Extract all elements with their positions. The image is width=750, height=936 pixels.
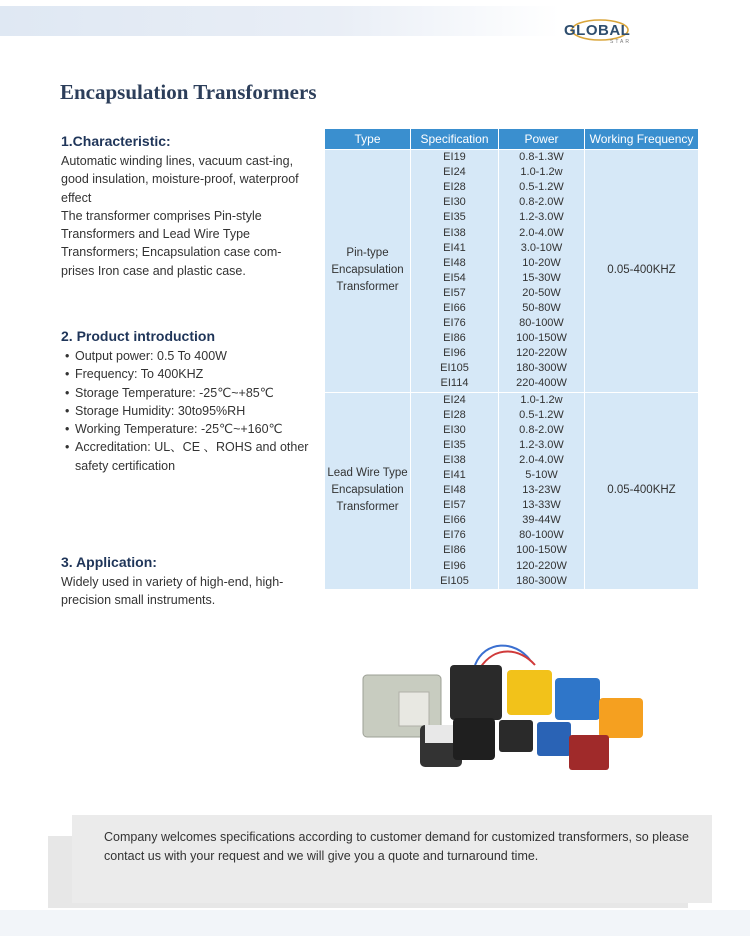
specification-cell: EI19 [411,150,499,166]
application-heading: 3. Application: [61,554,157,570]
table-header-row [325,129,699,150]
specification-cell: EI48 [411,256,499,271]
specification-cell: EI35 [411,438,499,453]
specification-cell: EI41 [411,241,499,256]
power-cell: 0.5-1.2W [499,180,585,195]
spec-table-body [325,150,699,589]
specification-cell: EI57 [411,286,499,301]
logo-text: GLOBAL [564,22,631,39]
power-cell: 50-80W [499,301,585,316]
group-type-cell: Pin-type Encapsulation Transformer [325,150,411,393]
logo-subtext: STAR [610,39,631,45]
specification-cell: EI76 [411,528,499,543]
specification-cell: EI96 [411,559,499,574]
application-text: Widely used in variety of high-end, high-precision small instruments. [61,575,284,608]
specification-cell: EI86 [411,331,499,346]
list-item: • Storage Humidity: 30to95%RH [61,402,311,420]
specification-cell: EI28 [411,408,499,423]
global-star-logo [560,12,650,48]
power-cell: 1.0-1.2w [499,392,585,408]
table-row [325,392,699,408]
power-cell: 100-150W [499,331,585,346]
product-intro-heading: 2. Product introduction [61,328,215,344]
specification-cell: EI48 [411,483,499,498]
power-cell: 1.2-3.0W [499,210,585,225]
specification-cell: EI24 [411,165,499,180]
specification-cell: EI28 [411,180,499,195]
specification-cell: EI38 [411,225,499,240]
frequency-cell: 0.05-400KHZ [585,150,699,393]
spec-table [324,128,699,589]
page-title: Encapsulation Transformers [60,80,317,104]
power-cell: 180-300W [499,574,585,589]
list-item: • Output power: 0.5 To 400W [61,347,311,365]
characteristic-para-1: Automatic winding lines, vacuum cast-ing, good insulation, moisture-proof, waterproof effect [61,154,299,205]
table-row [325,150,699,166]
specification-cell: EI66 [411,301,499,316]
power-cell: 120-220W [499,346,585,361]
list-item: • Accreditation: UL、CE 、ROHS and other safety certification [61,438,311,475]
notice-text: Company welcomes specifications according to customer demand for customized transformers, so please contact us with your request and we will give you a quote and turnaround time. [104,830,689,863]
power-cell: 2.0-4.0W [499,453,585,468]
specification-cell: EI96 [411,346,499,361]
power-cell: 180-300W [499,361,585,376]
specification-cell: EI57 [411,498,499,513]
power-cell: 80-100W [499,316,585,331]
specification-cell: EI66 [411,513,499,528]
power-cell: 5-10W [499,468,585,483]
power-cell: 220-400W [499,376,585,392]
power-cell: 0.8-2.0W [499,195,585,210]
group-type-cell: Lead Wire Type Encapsulation Transformer [325,392,411,589]
power-cell: 2.0-4.0W [499,225,585,240]
power-cell: 13-23W [499,483,585,498]
transformer-products-photo [355,640,655,780]
specification-cell: EI105 [411,361,499,376]
characteristic-para-2: The transformer comprises Pin-style Transformers and Lead Wire Type Transformers; Encapsulation case com-prises Iron case and plastic case. [61,208,282,278]
header-working-frequency: Working Frequency [585,129,699,150]
specification-cell: EI38 [411,453,499,468]
power-cell: 100-150W [499,543,585,558]
power-cell: 0.8-1.3W [499,150,585,166]
power-cell: 10-20W [499,256,585,271]
specification-cell: EI86 [411,543,499,558]
specification-cell: EI24 [411,392,499,408]
specification-cell: EI54 [411,271,499,286]
list-item: • Working Temperature: -25℃~+160℃ [61,420,311,438]
power-cell: 0.8-2.0W [499,423,585,438]
power-cell: 1.0-1.2w [499,165,585,180]
top-decorative-band [0,6,560,36]
header-type: Type [325,129,411,150]
specification-cell: EI41 [411,468,499,483]
product-intro-section [61,327,311,475]
application-section [61,553,311,610]
specification-cell: EI105 [411,574,499,589]
power-cell: 80-100W [499,528,585,543]
specification-cell: EI30 [411,195,499,210]
power-cell: 1.2-3.0W [499,438,585,453]
power-cell: 39-44W [499,513,585,528]
characteristic-heading: 1.Characteristic: [61,133,171,149]
power-cell: 20-50W [499,286,585,301]
bottom-decorative-band [0,910,750,936]
header-specification: Specification [411,129,499,150]
power-cell: 15-30W [499,271,585,286]
power-cell: 0.5-1.2W [499,408,585,423]
list-item: • Storage Temperature: -25℃~+85℃ [61,384,311,402]
specification-cell: EI76 [411,316,499,331]
power-cell: 13-33W [499,498,585,513]
power-cell: 3.0-10W [499,241,585,256]
list-item: • Frequency: To 400KHZ [61,365,311,383]
frequency-cell: 0.05-400KHZ [585,392,699,589]
power-cell: 120-220W [499,559,585,574]
characteristic-section [61,132,311,280]
product-intro-list [61,347,311,475]
header-power: Power [499,129,585,150]
specification-cell: EI35 [411,210,499,225]
specification-cell: EI30 [411,423,499,438]
specification-cell: EI114 [411,376,499,392]
